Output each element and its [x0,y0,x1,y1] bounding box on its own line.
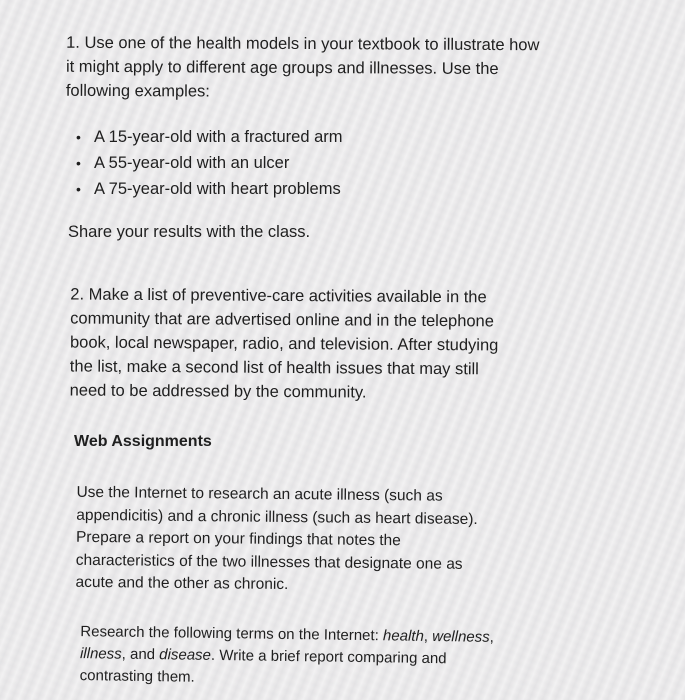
bullet-icon: • [76,155,81,171]
question-1-text: 1. Use one of the health models in your textbook to illustrate how it might apply to different age groups and illnesses. Use the following examples: [65,33,540,101]
list-item [76,124,496,150]
web-assignment-1-text: Use the Internet to research an acute illness (such as appendicitis) and a chronic illness (such as heart disease). Prepare a report on your findings that notes the characteristics of the two illnesses that designate one as acute and the other as chronic. [75,483,478,594]
term-disease: disease [159,646,212,664]
example-list [76,124,496,202]
list-item-text: A 75-year-old with heart problems [94,180,341,198]
list-item [76,150,496,176]
term-health: health [382,627,424,645]
bullet-icon: • [76,181,81,197]
share-instruction: Share your results with the class. [68,223,311,241]
list-item [76,176,496,202]
list-item-text: A 55-year-old with an ulcer [94,154,290,172]
separator: , [423,627,433,645]
separator: , and [121,645,160,664]
assignment-2-suffix: . Write a brief report comparing and contrasting them. [79,646,447,686]
web-assignments-heading: Web Assignments [74,433,212,450]
bullet-icon: • [76,129,81,145]
term-wellness: wellness [432,627,490,646]
question-2-text: 2. Make a list of preventive-care activities available in the community that are advertised online and in the telephone book, local newspaper, radio, and television. After studying the list, make a second list of health issues that may still need to be addressed by the community. [69,285,499,402]
web-assignment-2-text [80,621,501,693]
separator: , [489,628,495,646]
list-item-text: A 15-year-old with a fractured arm [94,128,343,146]
term-illness: illness [79,645,122,663]
assignment-2-prefix: Research the following terms on the Internet: [80,623,384,645]
